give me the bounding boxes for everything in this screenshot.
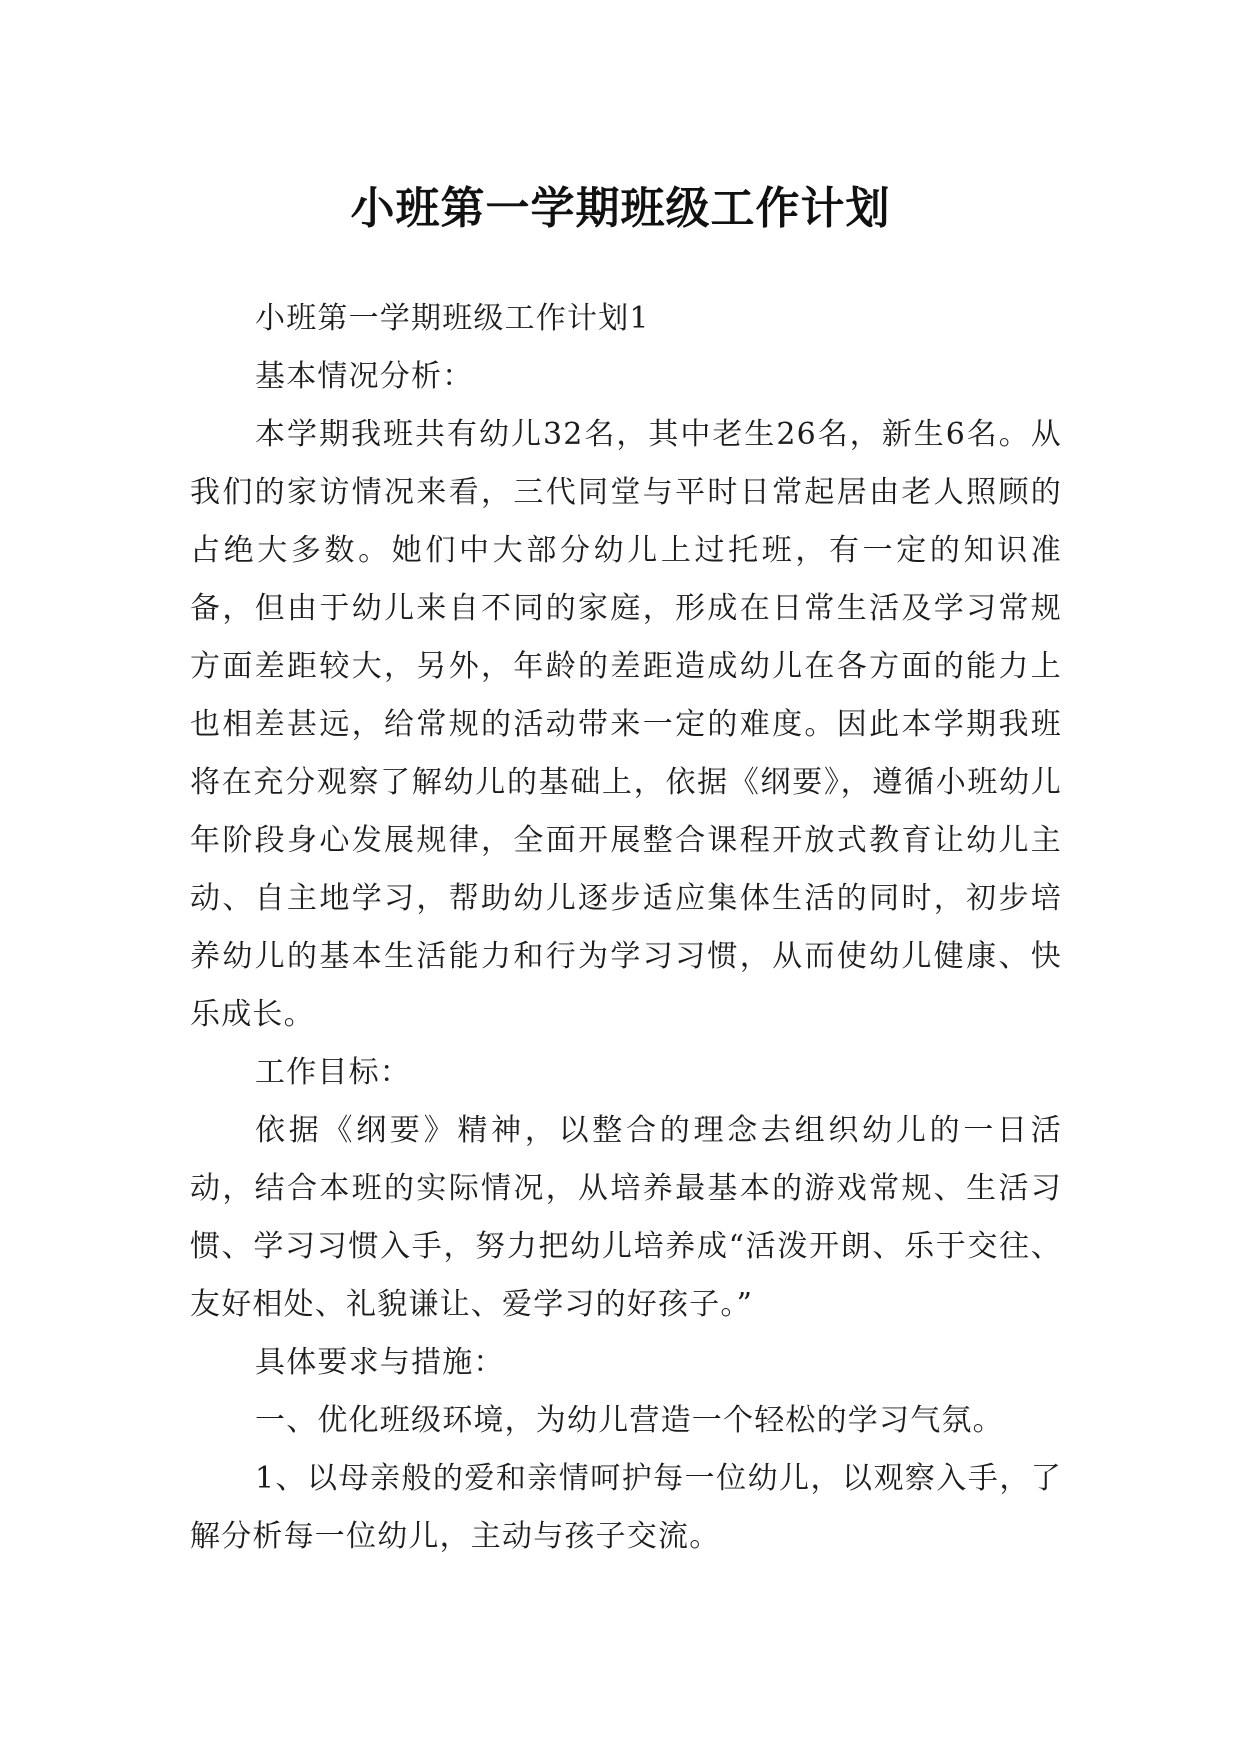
paragraph-section-measures: 具体要求与措施： bbox=[255, 1345, 505, 1380]
paragraph-goals-text: 依据《纲要》精神，以整合的理念去组织幼儿的一日活动，结合本班的实际情况，从培养最基本的游戏常规、生活习惯、学习习惯入手，努力把幼儿培养成“活泼开朗、乐于交往、友好相处、礼貌谦让、爱学习的好孩子。” bbox=[190, 1113, 1062, 1322]
paragraph-analysis-text: 本学期我班共有幼儿32名，其中老生26名，新生6名。从我们的家访情况来看，三代同堂与平时日常起居由老人照顾的占绝大多数。她们中大部分幼儿上过托班，有一定的知识准备，但由于幼儿来自不同的家庭，形成在日常生活及学习常规方面差距较大，另外，年龄的差距造成幼儿在各方面的能力上也相差甚远，给常规的活动带来一定的难度。因此本学期我班将在充分观察了解幼儿的基础上，依据《纲要》，遵循小班幼儿年阶段身心发展规律，全面开展整合课程开放式教育让幼儿主动、自主地学习，帮助幼儿逐步适应集体生活的同时，初步培养幼儿的基本生活能力和行为学习习惯，从而使幼儿健康、快乐成长。 bbox=[190, 417, 1062, 1032]
paragraph-section-analysis: 基本情况分析： bbox=[255, 359, 474, 394]
document-title: 小班第一学期班级工作计划 bbox=[350, 183, 891, 235]
paragraph-measure-one: 一、优化班级环境，为幼儿营造一个轻松的学习气氛。 bbox=[255, 1403, 1004, 1438]
document-body bbox=[190, 290, 1062, 1566]
paragraph-section-goals: 工作目标： bbox=[255, 1055, 411, 1090]
paragraph-plan-heading: 小班第一学期班级工作计划1 bbox=[255, 301, 650, 336]
paragraph-measure-one-item-one: 1、以母亲般的爱和亲情呵护每一位幼儿，以观察入手，了解分析每一位幼儿，主动与孩子交流。 bbox=[190, 1461, 1062, 1554]
